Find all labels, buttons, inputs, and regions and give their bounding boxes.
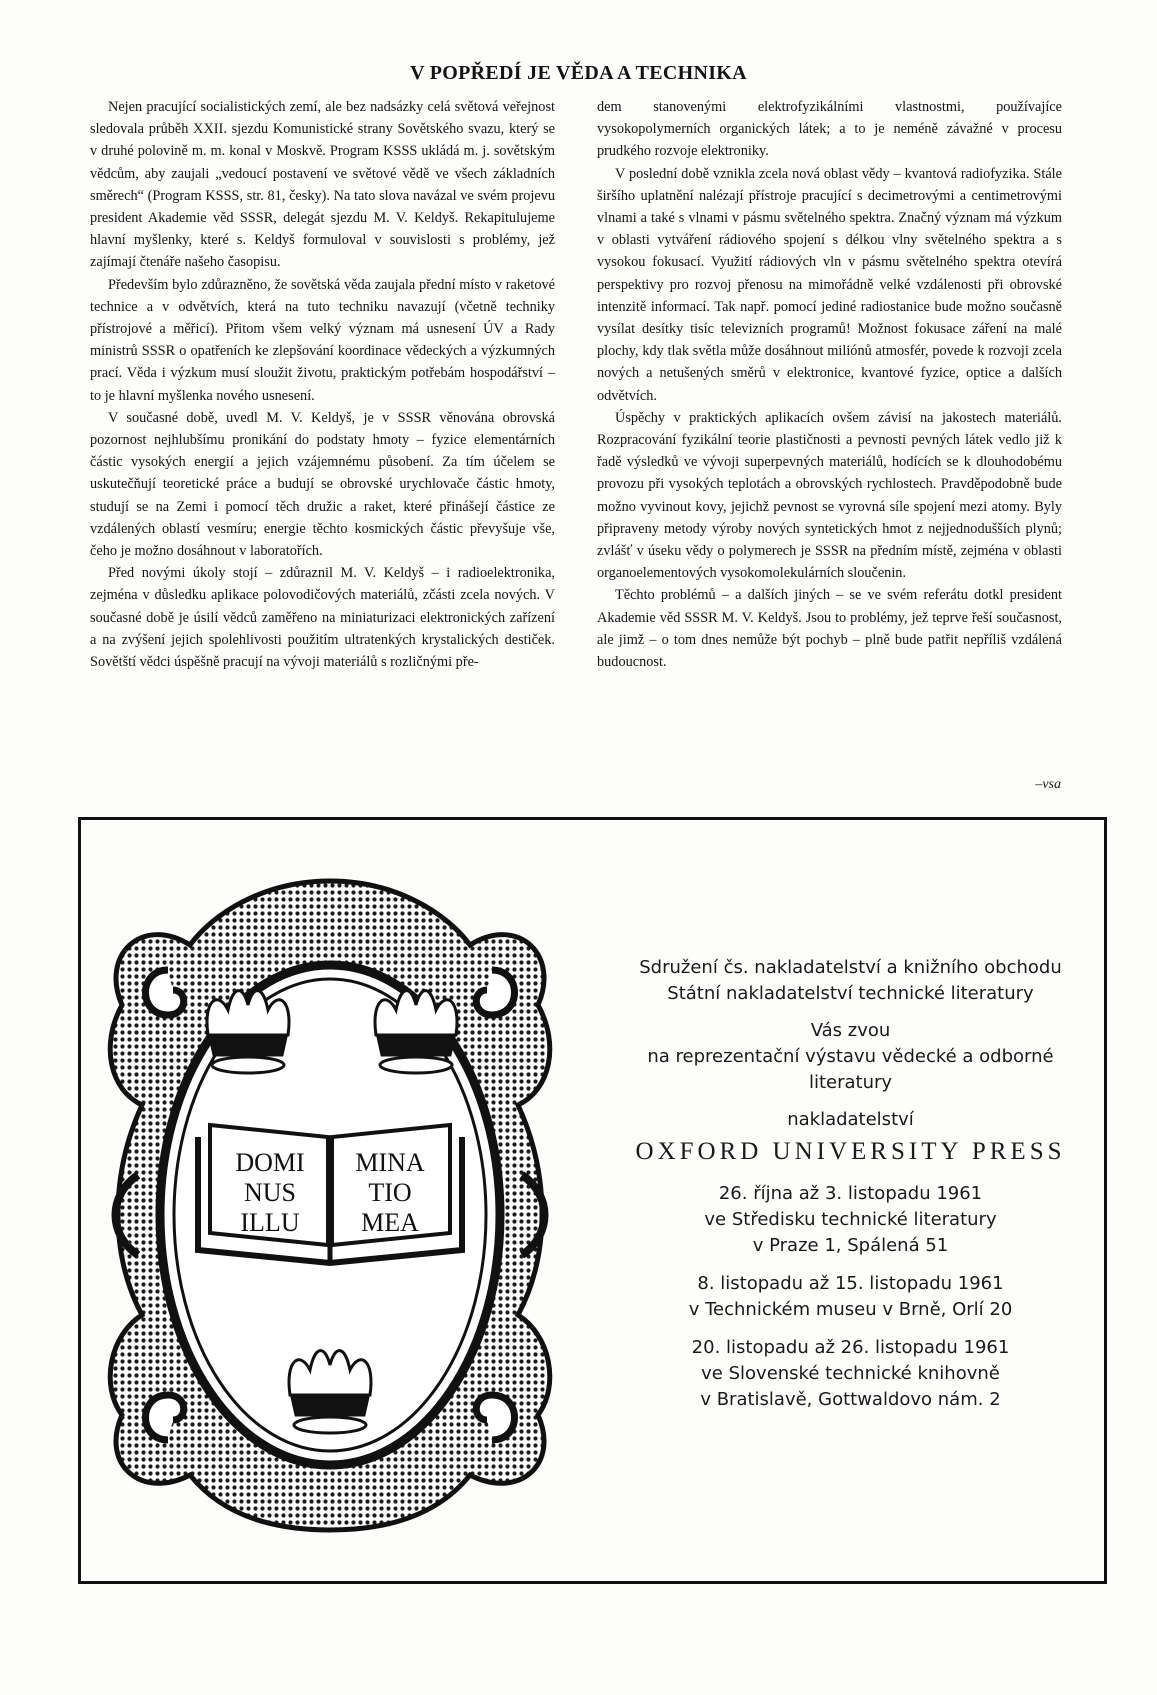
paragraph: Těchto problémů – a dalších jiných – se ve svém referátu dotkl president Akademie věd SSSR M. V. Keldyš. Jsou to problémy, jež teprve řeší současnost, ale jimž – o tom dnes nemůže být pochyb – plně bude patřit nepříliš vzdálená budoucnost. [597,587,1062,671]
article-right-column [597,96,1062,673]
paragraph: V poslední době vznikla zcela nová oblast vědy – kvantová radiofyzika. Stále širšího uplatnění nalézají přístroje pracující s decimetrovými a centimetrovými vlnami a také s vlnami v pásmu světelného spektra. Značný význam má výzkum v oblasti vytváření rádiového spojení s délkou vlny světelného spektra a s vysokou fokusací. Využití rádiových vln v pásmu světelného spektra otevírá perspektivy pro rozvoj přenosu na mimořádně velké vzdálenosti při obrovské intenzitě informací. Tak např. pomocí jediné radiostanice bude možno současně vysílat desítky tisíc televizních programů! Možnost fokusace záření na malé plochy, kdy tlak světla může dosáhnout miliónů atmosfér, povede k rozvoji zcela nových a netušených směrů v elektronice, kvantové fyzice, optice a dalších odvětvích. [597,165,1062,404]
article-title: V POPŘEDÍ JE VĚDA A TECHNIKA [410,62,747,84]
publisher-label: nakladatelství [787,1109,914,1130]
venue-dates: 8. listopadu až 15. listopadu 1961 [697,1273,1004,1294]
organizer-line-2: Státní nakladatelství technické literatury [667,983,1034,1004]
venue-address: v Bratislavě, Gottwaldovo nám. 2 [700,1389,1001,1410]
venue-dates: 26. října až 3. listopadu 1961 [718,1183,983,1204]
paragraph: dem stanovenými elektrofyzikálními vlastnostmi, používajíce vysokopolymerních organických látek; a to je neméně závažné v procesu prudkého rozvoje elektroniky. [597,99,1062,160]
invitation-line-3: literatury [808,1072,893,1093]
emblem-text-illu: ILLU [240,1208,300,1237]
emblem-text-domi: DOMI [235,1148,305,1177]
article-left-column [90,96,555,673]
oxford-emblem-icon [98,875,562,1535]
paragraph: Nejen pracující socialistických zemí, ale bez nadsázky celá světová veřejnost sledovala průběh XXII. sjezdu Komunistické strany Sovětského svazu, který se v druhé polovině m. m. konal v Moskvě. Program KSSS ukládá m. j. sovětským vědcům, aby zaujali „vedoucí postavení ve světové vědě ve všech základních směrech“ (Program KSSS, str. 81, česky). Na tato slova navázal ve svém projevu president Akademie věd SSSR, delegát sjezdu M. V. Keldyš. Rekapitulujeme hlavní myšlenky, které s. Keldyš formuloval v souvislosti s problémy, jež zajímají čtenáře našeho časopisu. [90,99,555,271]
emblem-text-mina: MINA [355,1148,425,1177]
paragraph: Úspěchy v praktických aplikacích ovšem závisí na jakostech materiálů. Rozpracování fyzikální teorie plastičnosti a pevnosti pevných látek vedlo již k řadě výsledků ve vývoji superpevných materiálů, hodících se k dlouhodobému provozu při vysokých teplotách a obrovských rychlostech. Pravděpodobně bude možno vyvinout kovy, jejichž pevnost se vyrovná síle spojení mezi atomy. Byly připraveny metody výroby nových syntetických hmot z nejjednodušších plynů; zvlášť v úseku vědy o polymerech je SSSR na předním místě, zejména v oblasti organoelementových vysokomolekulárních sloučenin. [597,409,1062,582]
paragraph: V současné době, uvedl M. V. Keldyš, je v SSSR věnována obrovská pozornost nejhlubšímu pronikání do podstaty hmoty – fyzice elementárních částic vysokých energií a jejich vzájemnému působení. Za tím účelem se uskutečňují teoretické práce a budují se obrovské urychlovače částic hmoty, studují se na Zemi i pomocí těch družic a raket, které přinášejí částice ze vzdálených oblastí vesmíru; energie těchto kosmických částic převyšuje vše, čeho je možno dosáhnout v laboratořích. [90,409,555,560]
publisher-name: OXFORD UNIVERSITY PRESS [635,1138,1066,1165]
invitation-line-2: na reprezentační výstavu vědecké a odborné [647,1046,1054,1067]
emblem-text-nus: NUS [243,1178,297,1207]
invitation-line-1: Vás zvou [810,1020,891,1041]
venue-place: ve Slovenské technické knihovně [701,1363,1000,1384]
venue-place: v Technickém museu v Brně, Orlí 20 [688,1299,1013,1320]
emblem-text-mea: MEA [361,1208,419,1237]
paragraph: Především bylo zdůrazněno, že sovětská věda zaujala přední místo v raketové technice a v odvětvích, která na tuto techniku navazují (včetně techniky přístrojové a měřicí). Přitom všem velký význam má usnesení ÚV a Rady ministrů SSSR o opatřeních ke zlepšování koordinace vědeckých a výzkumných prací. Věda i výzkum musí sloužit životu, praktickým potřebám hospodářství – to je hlavní myšlenka nového usnesení. [90,276,555,404]
organizer-line-1: Sdružení čs. nakladatelství a knižního obchodu [639,957,1062,978]
venue-dates: 20. listopadu až 26. listopadu 1961 [691,1337,1010,1358]
emblem-text-tio: TIO [368,1178,412,1207]
advertisement-text [608,955,1093,1413]
venue-place: ve Středisku technické literatury [704,1209,997,1230]
author-signature: –vsa [1035,777,1061,792]
venue-address: v Praze 1, Spálená 51 [752,1235,949,1256]
paragraph: Před novými úkoly stojí – zdůraznil M. V. Keldyš – i radioelektronika, zejména v důsledku aplikace polovodičových materiálů, zčásti zcela nových. V současné době je úsilí vědců zaměřeno na miniaturizaci elektronických zařízení a na zvýšení jejich spolehlivosti použitím ultratenkých krystalických destiček. Sovětští vědci úspěšně pracují na vývoji materiálů s rozličnými pře- [90,565,555,671]
